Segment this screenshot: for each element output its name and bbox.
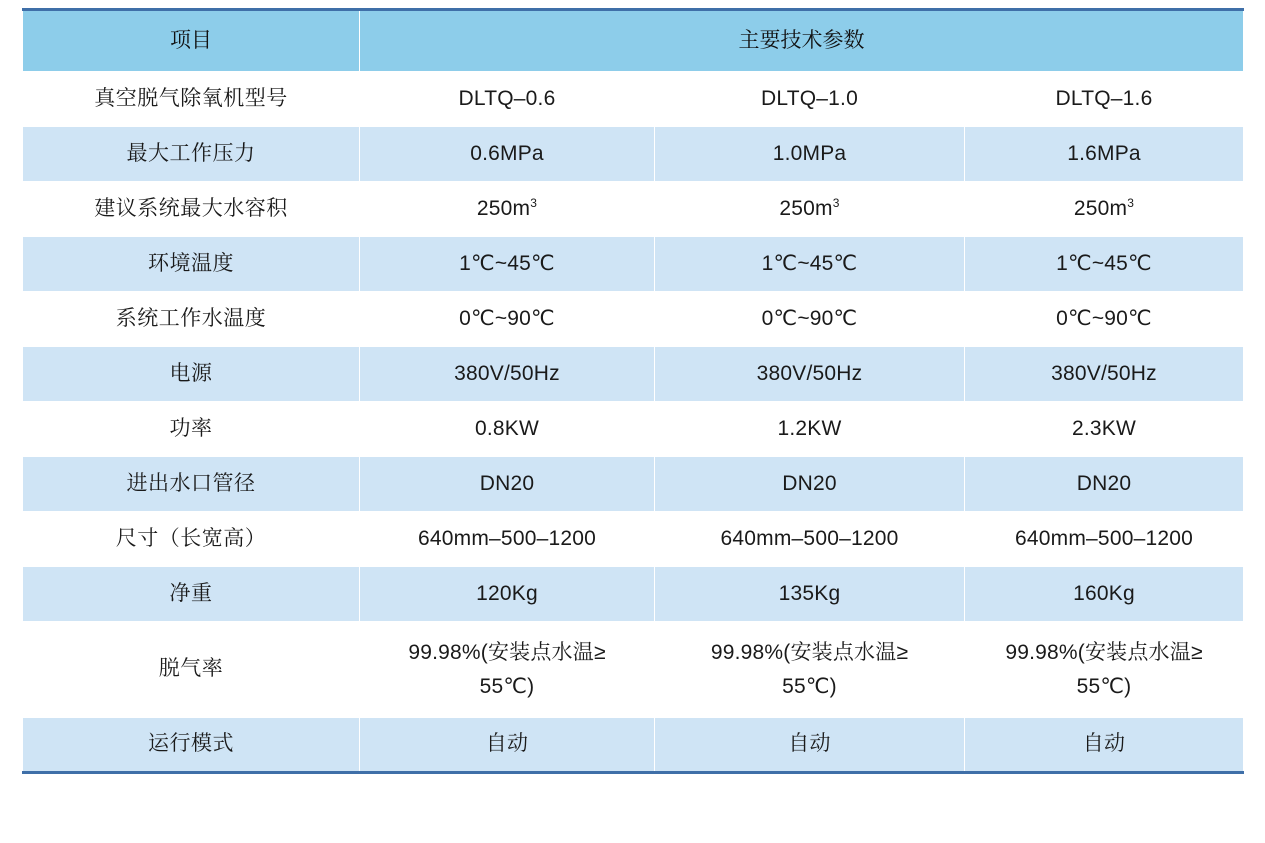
row-value: DN20 [655, 457, 965, 512]
header-cell-parameters: 主要技术参数 [360, 10, 1244, 72]
row-value: 135Kg [655, 567, 965, 622]
row-value-text: 250m [1073, 196, 1128, 220]
row-value: 自动 [655, 718, 965, 773]
row-value: 640mm–500–1200 [655, 512, 965, 567]
row-value: 640mm–500–1200 [360, 512, 655, 567]
row-value-superscript: 3 [530, 195, 538, 210]
specification-table [22, 8, 1244, 774]
header-cell-item: 项目 [23, 10, 360, 72]
row-value: 1℃~45℃ [655, 237, 965, 292]
row-value: 1.6MPa [965, 127, 1244, 182]
row-value [965, 622, 1244, 718]
row-value: 380V/50Hz [655, 347, 965, 402]
row-value [655, 182, 965, 237]
row-label: 尺寸（长宽高） [23, 512, 360, 567]
row-value: 0.8KW [360, 402, 655, 457]
row-value: 160Kg [965, 567, 1244, 622]
row-label: 功率 [23, 402, 360, 457]
row-value: 自动 [965, 718, 1244, 773]
row-value: 1.0MPa [655, 127, 965, 182]
table-row [23, 347, 1244, 402]
row-label: 脱气率 [23, 622, 360, 718]
table-row [23, 127, 1244, 182]
table-body [23, 72, 1244, 773]
row-value: 1℃~45℃ [965, 237, 1244, 292]
row-label: 系统工作水温度 [23, 292, 360, 347]
table-row [23, 622, 1244, 718]
row-value-line2: 55℃) [479, 674, 535, 698]
row-value: 2.3KW [965, 402, 1244, 457]
row-value: 380V/50Hz [360, 347, 655, 402]
row-value: 0.6MPa [360, 127, 655, 182]
row-label: 净重 [23, 567, 360, 622]
table-row [23, 72, 1244, 127]
row-value-text: 250m [779, 196, 833, 220]
row-value-line2: 55℃) [782, 674, 837, 698]
row-value: 0℃~90℃ [655, 292, 965, 347]
table-header-row [23, 10, 1244, 72]
row-label: 环境温度 [23, 237, 360, 292]
table-row [23, 182, 1244, 237]
row-value: 640mm–500–1200 [965, 512, 1244, 567]
table-row [23, 718, 1244, 773]
row-label: 最大工作压力 [23, 127, 360, 182]
row-value-line1: 99.98%(安装点水温≥ [1005, 640, 1203, 664]
table-row [23, 292, 1244, 347]
table-row [23, 457, 1244, 512]
table-row [23, 512, 1244, 567]
row-value: 1.2KW [655, 402, 965, 457]
row-value: 1℃~45℃ [360, 237, 655, 292]
row-value: 0℃~90℃ [360, 292, 655, 347]
table-row [23, 567, 1244, 622]
row-value: 自动 [360, 718, 655, 773]
row-value: DLTQ–0.6 [360, 72, 655, 127]
row-value: DLTQ–1.6 [965, 72, 1244, 127]
table-row [23, 402, 1244, 457]
row-value-text: 250m [476, 196, 531, 220]
row-label: 电源 [23, 347, 360, 402]
row-value-line1: 99.98%(安装点水温≥ [710, 640, 909, 664]
row-value [360, 622, 655, 718]
row-label: 运行模式 [23, 718, 360, 773]
row-label: 建议系统最大水容积 [23, 182, 360, 237]
row-value: 0℃~90℃ [965, 292, 1244, 347]
row-label: 真空脱气除氧机型号 [23, 72, 360, 127]
row-value-line1: 99.98%(安装点水温≥ [408, 640, 606, 664]
row-value: DN20 [360, 457, 655, 512]
row-value: 380V/50Hz [965, 347, 1244, 402]
row-value: DLTQ–1.0 [655, 72, 965, 127]
row-value: 120Kg [360, 567, 655, 622]
row-label: 进出水口管径 [23, 457, 360, 512]
row-value [655, 622, 965, 718]
table-row [23, 237, 1244, 292]
row-value-superscript: 3 [832, 195, 840, 210]
row-value [965, 182, 1244, 237]
row-value [360, 182, 655, 237]
row-value: DN20 [965, 457, 1244, 512]
row-value-line2: 55℃) [1076, 674, 1132, 698]
row-value-superscript: 3 [1127, 195, 1135, 210]
